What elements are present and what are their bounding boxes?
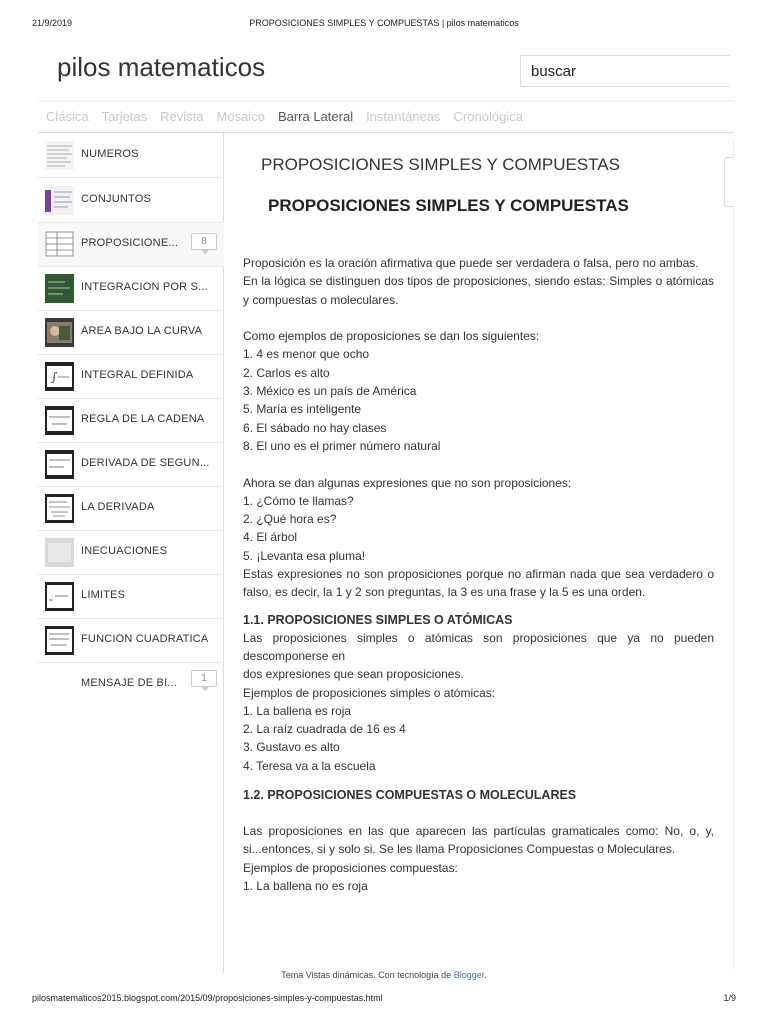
list-item: 4. El árbol	[243, 530, 298, 545]
list-item: 2. La raíz cuadrada de 16 es 4	[243, 722, 406, 737]
list-item: 5. María es inteligente	[243, 402, 362, 417]
post-title[interactable]: PROPOSICIONES SIMPLES Y COMPUESTAS	[261, 155, 620, 174]
paragraph: Ejemplos de proposiciones simples o atómicas:	[243, 685, 496, 700]
document-thumbnail-icon	[45, 494, 74, 523]
print-url: pilosmatematicos2015.blogspot.com/2015/09/proposiciones-simples-y-compuestas.html	[32, 993, 383, 1003]
list-item: 1. 4 es menor que ocho	[243, 347, 370, 362]
list-item: 4. Teresa va a la escuela	[243, 758, 376, 773]
view-selector-bar	[38, 100, 734, 133]
view-link-revista[interactable]: Revista	[160, 109, 204, 124]
sidebar-item-label: LIMITES	[81, 589, 126, 601]
quadratic-thumbnail-icon	[45, 626, 74, 655]
section-heading: 1.1. PROPOSICIONES SIMPLES O ATÓMICAS	[243, 612, 513, 627]
sidebar-item-inecuaciones[interactable]	[38, 531, 224, 575]
derivative-thumbnail-icon	[45, 450, 74, 479]
view-link-clasica[interactable]: Clásica	[46, 109, 89, 124]
post-content	[243, 150, 715, 960]
blogger-link[interactable]: Blogger	[453, 970, 485, 980]
svg-text:∫: ∫	[51, 370, 58, 384]
sidebar	[38, 133, 224, 973]
paragraph: dos expresiones que sean proposiciones.	[243, 667, 464, 682]
section-heading: 1.2. PROPOSICIONES COMPUESTAS O MOLECULARES	[243, 788, 577, 803]
table-thumbnail-icon	[45, 230, 74, 259]
list-item: 3. Gustavo es alto	[243, 740, 340, 755]
sidebar-item-integral-definida[interactable]	[38, 355, 224, 399]
blog-title[interactable]: pilos matematicos	[57, 52, 266, 82]
sidebar-item-integracion[interactable]	[38, 267, 224, 311]
comment-count-badge: 1	[191, 670, 217, 687]
list-item: 2. Carlos es alto	[243, 365, 330, 380]
print-page-title: PROPOSICIONES SIMPLES Y COMPUESTAS | pilos matematicos	[249, 18, 519, 28]
comment-count-badge: 8	[191, 233, 217, 250]
list-item: 3. México es un país de América	[243, 384, 417, 399]
paragraph: Ahora se dan algunas expresiones que no son proposiciones:	[243, 475, 572, 490]
blog-attribution	[0, 970, 768, 980]
sidebar-item-label: INECUACIONES	[81, 545, 168, 557]
sidebar-item-funcion-cuadratica[interactable]	[38, 619, 224, 663]
post-body	[243, 254, 714, 895]
sidebar-item-limites[interactable]	[38, 575, 224, 619]
paragraph: Las proposiciones simples o atómicas son proposiciones que ya no pueden descomponerse en	[243, 630, 714, 663]
attribution-suffix: .	[484, 970, 487, 980]
print-header	[0, 18, 768, 32]
list-item: 1. La ballena es roja	[243, 703, 352, 718]
list-item: 2. ¿Qué hora es?	[243, 512, 337, 527]
panel-edge	[733, 140, 734, 970]
sidebar-item-label: ÁREA BAJO LA CURVA	[81, 325, 203, 337]
sidebar-item-label: FUNCIÓN CUADRATICA	[81, 633, 209, 645]
grey-thumbnail-icon	[45, 538, 74, 567]
list-item: 1. ¿Cómo te llamas?	[243, 493, 354, 508]
share-panel-tab[interactable]	[724, 157, 734, 207]
sidebar-item-regla-de-la-cadena[interactable]	[38, 399, 224, 443]
view-link-instantaneas[interactable]: Instantáneas	[366, 109, 441, 124]
sidebar-item-label: LA DERIVADA	[81, 501, 155, 513]
sidebar-item-numeros[interactable]	[38, 133, 224, 178]
print-date: 21/9/2019	[32, 18, 73, 28]
print-footer	[0, 993, 768, 1007]
paragraph: Proposición es la oración afirmativa que puede ser verdadera o falsa, pero no ambas.	[243, 256, 699, 270]
view-link-barra-lateral[interactable]: Barra Lateral	[277, 109, 354, 124]
paragraph: En la lógica se distinguen dos tipos de proposiciones, siendo estas: Simples o atómicas y compuestas o moleculares.	[243, 274, 714, 307]
print-page-number: 1/9	[723, 993, 736, 1003]
paragraph: Como ejemplos de proposiciones se dan los siguientes:	[243, 329, 540, 344]
paragraph: Estas expresiones no son proposiciones porque no afirman nada que sea verdadero o falso, es decir, la 1 y 2 son preguntas, la 3 es una frase y la 5 es una orden.	[243, 567, 714, 600]
sidebar-item-label: INTEGRACIÓN POR S...	[81, 281, 208, 293]
list-item: 6. El sábado no hay clases	[243, 420, 387, 435]
integral-thumbnail-icon	[45, 362, 74, 391]
list-item: 8. El uno es el primer número natural	[243, 438, 441, 453]
sidebar-item-label: REGLA DE LA CADENA	[81, 413, 205, 425]
sidebar-item-proposiciones[interactable]	[38, 223, 224, 267]
list-item: 1. La ballena no es roja	[243, 878, 368, 893]
sidebar-item-label: MENSAJE DE BI...	[81, 677, 178, 689]
sidebar-item-label: PROPOSICIONE...	[81, 237, 179, 249]
sidebar-item-label: DERIVADA DE SEGUN...	[81, 457, 210, 469]
list-item: 5. ¡Levanta esa pluma!	[243, 548, 366, 563]
paragraph: Las proposiciones en las que aparecen las partículas gramaticales como: No, o, y, si...entonces, si y solo si. Se les llama Proposiciones Compuestas o Moleculares.	[243, 824, 714, 857]
sidebar-item-area-bajo-la-curva[interactable]	[38, 311, 224, 355]
attribution-text: Tema Vistas dinámicas. Con tecnología de	[281, 970, 454, 980]
sets-thumbnail-icon	[45, 186, 74, 215]
chalkboard-thumbnail-icon	[45, 274, 74, 303]
sidebar-item-derivada-de-segundo[interactable]	[38, 443, 224, 487]
limit-thumbnail-icon	[45, 582, 74, 611]
formula-thumbnail-icon	[45, 406, 74, 435]
post-heading: PROPOSICIONES SIMPLES Y COMPUESTAS	[268, 196, 629, 215]
sidebar-item-label: CONJUNTOS	[81, 193, 152, 205]
sidebar-item-la-derivada[interactable]	[38, 487, 224, 531]
view-link-mosaico[interactable]: Mosaico	[216, 109, 265, 124]
view-link-cronologica[interactable]: Cronológica	[453, 109, 523, 124]
paragraph: Ejemplos de proposiciones compuestas:	[243, 860, 458, 875]
sidebar-item-mensaje[interactable]	[38, 663, 224, 707]
sidebar-item-label: INTEGRAL DEFINIDA	[81, 369, 194, 381]
view-link-tarjetas[interactable]: Tarjetas	[101, 109, 148, 124]
search-input[interactable]: buscar	[520, 55, 730, 87]
sidebar-item-conjuntos[interactable]	[38, 178, 224, 223]
video-thumbnail-icon	[45, 318, 74, 347]
sidebar-item-label: NUMEROS	[81, 148, 139, 160]
numbers-thumbnail-icon	[45, 141, 74, 170]
